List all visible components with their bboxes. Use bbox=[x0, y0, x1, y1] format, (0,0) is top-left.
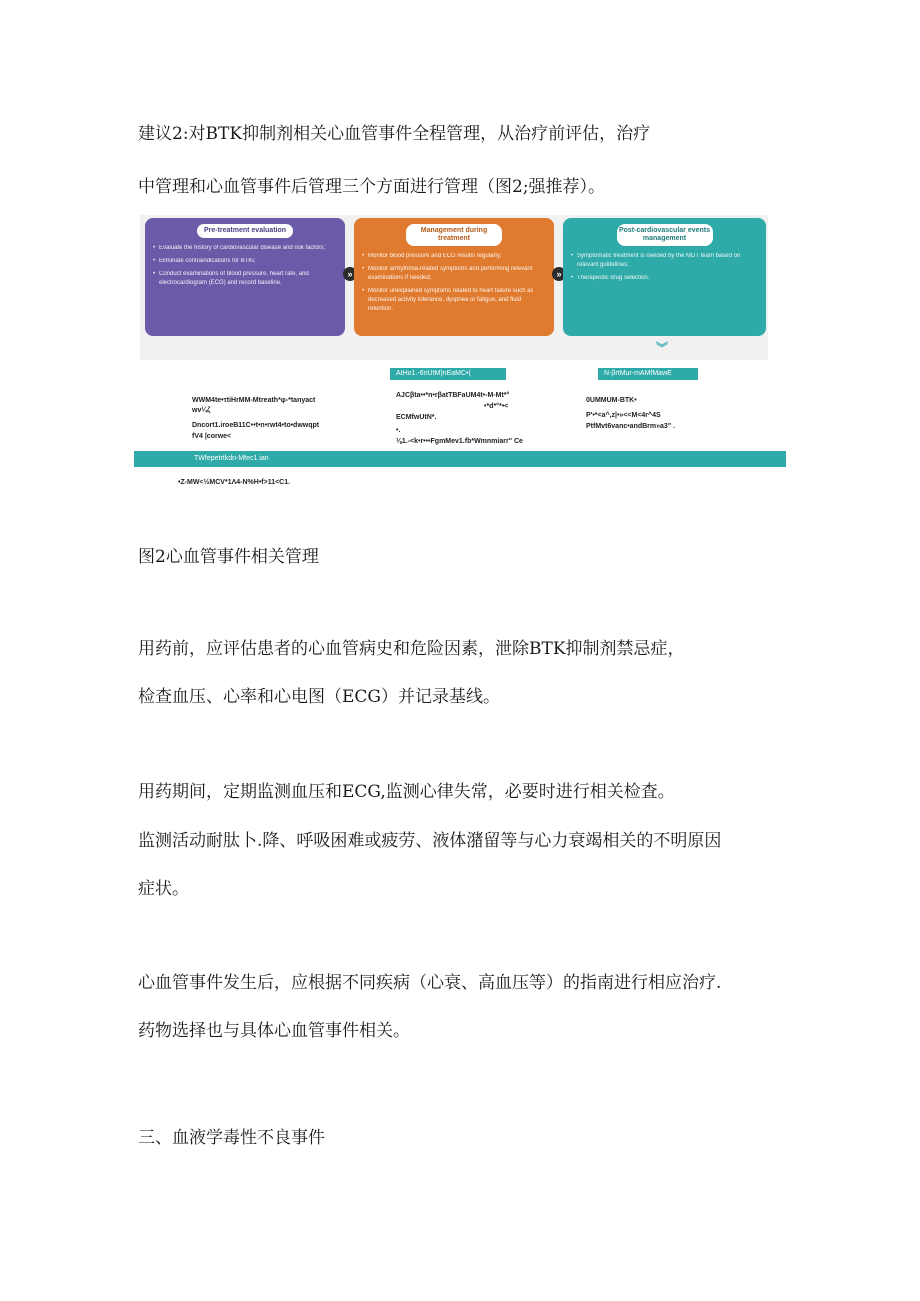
garbled-text: wv¼ζ bbox=[192, 407, 211, 414]
panel-bullet: • Monitor unexplained symptoms related to heart failure such as decreased activity tolerance, dyspnea or fatigue, and fluid retention. bbox=[362, 287, 546, 314]
body-paragraph-2: 中管理和心血管事件后管理三个方面进行管理（图2;强推荐）。 bbox=[138, 177, 606, 197]
garbled-tag: AtHo1.-6riUtM)nEaMC•( bbox=[390, 368, 506, 380]
garbled-text: Dncort1.iroeB11C••t•n•rwt4•to•dwwqpt bbox=[192, 422, 320, 429]
panel-bullet: • Evaluate the history of cardiovascular disease and risk factors; bbox=[153, 244, 337, 253]
body-paragraph-4: 检查血压、心率和心电图（ECG）并记录基线。 bbox=[138, 687, 500, 707]
garbled-text: P'•*<a^,z|•»<<M<4r^4S bbox=[586, 412, 661, 419]
arrow-right-icon: » bbox=[552, 267, 566, 281]
garbled-text: •*d*°*•< bbox=[484, 403, 509, 410]
panel-bullet: • Monitor blood pressure and ECG results regularly; bbox=[362, 252, 546, 261]
body-paragraph-6: 监测活动耐肽卜.降、呼吸困难或疲劳、液体潴留等与心力衰竭相关的不明原因 bbox=[138, 831, 722, 851]
panel-post-events bbox=[563, 218, 766, 336]
panel-bullet: • Monitor arrhythmia-related symptoms and performing relevant examinations if needed; bbox=[362, 265, 546, 283]
figure-caption: 图2心血管事件相关管理 bbox=[138, 547, 319, 567]
garbled-text: WWM4te•τtiHrMM-Mtreath*φ-*tanyact bbox=[192, 397, 316, 404]
bar-label: TWfepetrtkdn-Mfec1.ian bbox=[194, 455, 269, 462]
panel-bullet: • Conduct examinations of blood pressure, heart rate, and electrocardiogram (ECG) and record baseline. bbox=[153, 270, 337, 288]
garbled-text: ECMfwUtN*. bbox=[396, 414, 437, 421]
body-paragraph-3: 用药前，应评估患者的心血管病史和危险因素，泄除BTK抑制剂禁忌症， bbox=[138, 639, 685, 659]
garbled-text: AJCβta••*n•rβatTBFaUM4t•-M-Mt*° bbox=[396, 392, 510, 399]
garbled-tag: N-βrtMur-mAMfMawE bbox=[598, 368, 698, 380]
figure-management-diagram bbox=[140, 215, 790, 491]
body-paragraph-9: 药物选择也与具体心血管事件相关。 bbox=[138, 1021, 410, 1041]
body-paragraph-7: 症状。 bbox=[138, 879, 189, 899]
garbled-text: fV4 |corwe< bbox=[192, 433, 232, 440]
panel-bullet: • Therapeutic drug selection. bbox=[571, 274, 758, 283]
panel-during-treatment bbox=[354, 218, 554, 336]
body-paragraph-8: 心血管事件发生后，应根据不同疾病（心衰、高血压等）的指南进行相应治疗. bbox=[138, 973, 722, 993]
arrow-right-icon: » bbox=[343, 267, 357, 281]
panel-title: Management during treatment bbox=[406, 224, 502, 246]
body-paragraph-1: 建议2:对BTK抑制剂相关心血管事件全程管理，从治疗前评估，治疗 bbox=[138, 124, 651, 144]
body-paragraph-5: 用药期间，定期监测血压和ECG,监测心律失常，必要时进行相关检査。 bbox=[138, 782, 675, 802]
garbled-text: 0UMMUM-BTK• bbox=[586, 397, 637, 404]
garbled-text: ⅛1.-<k•r•••FgmMev1.fb*Wmnmiarr" Ce bbox=[396, 438, 523, 445]
garbled-text: •. bbox=[396, 427, 401, 434]
panel-pre-treatment bbox=[145, 218, 345, 336]
teal-bar bbox=[134, 451, 786, 467]
garbled-text: •Z-MW<½MCV*1Λ4-N%H•f>11<C1. bbox=[178, 479, 291, 486]
section-heading: 三、血液学毒性不良事件 bbox=[138, 1128, 325, 1148]
panel-title: Pre-treatment evaluation bbox=[197, 224, 293, 238]
panel-bullet: • Symptomatic treatment is needed by the MDT team based on relevant guidelines; bbox=[571, 252, 758, 270]
panel-bullet: • Eliminate contraindications for BTKi; bbox=[153, 257, 337, 266]
panel-title: Post-cardiovascular events management bbox=[617, 224, 713, 246]
chevron-down-icon: ︾ bbox=[656, 341, 669, 355]
garbled-text: PtfMvt6vanc•andBrm»a3" . bbox=[586, 423, 676, 430]
